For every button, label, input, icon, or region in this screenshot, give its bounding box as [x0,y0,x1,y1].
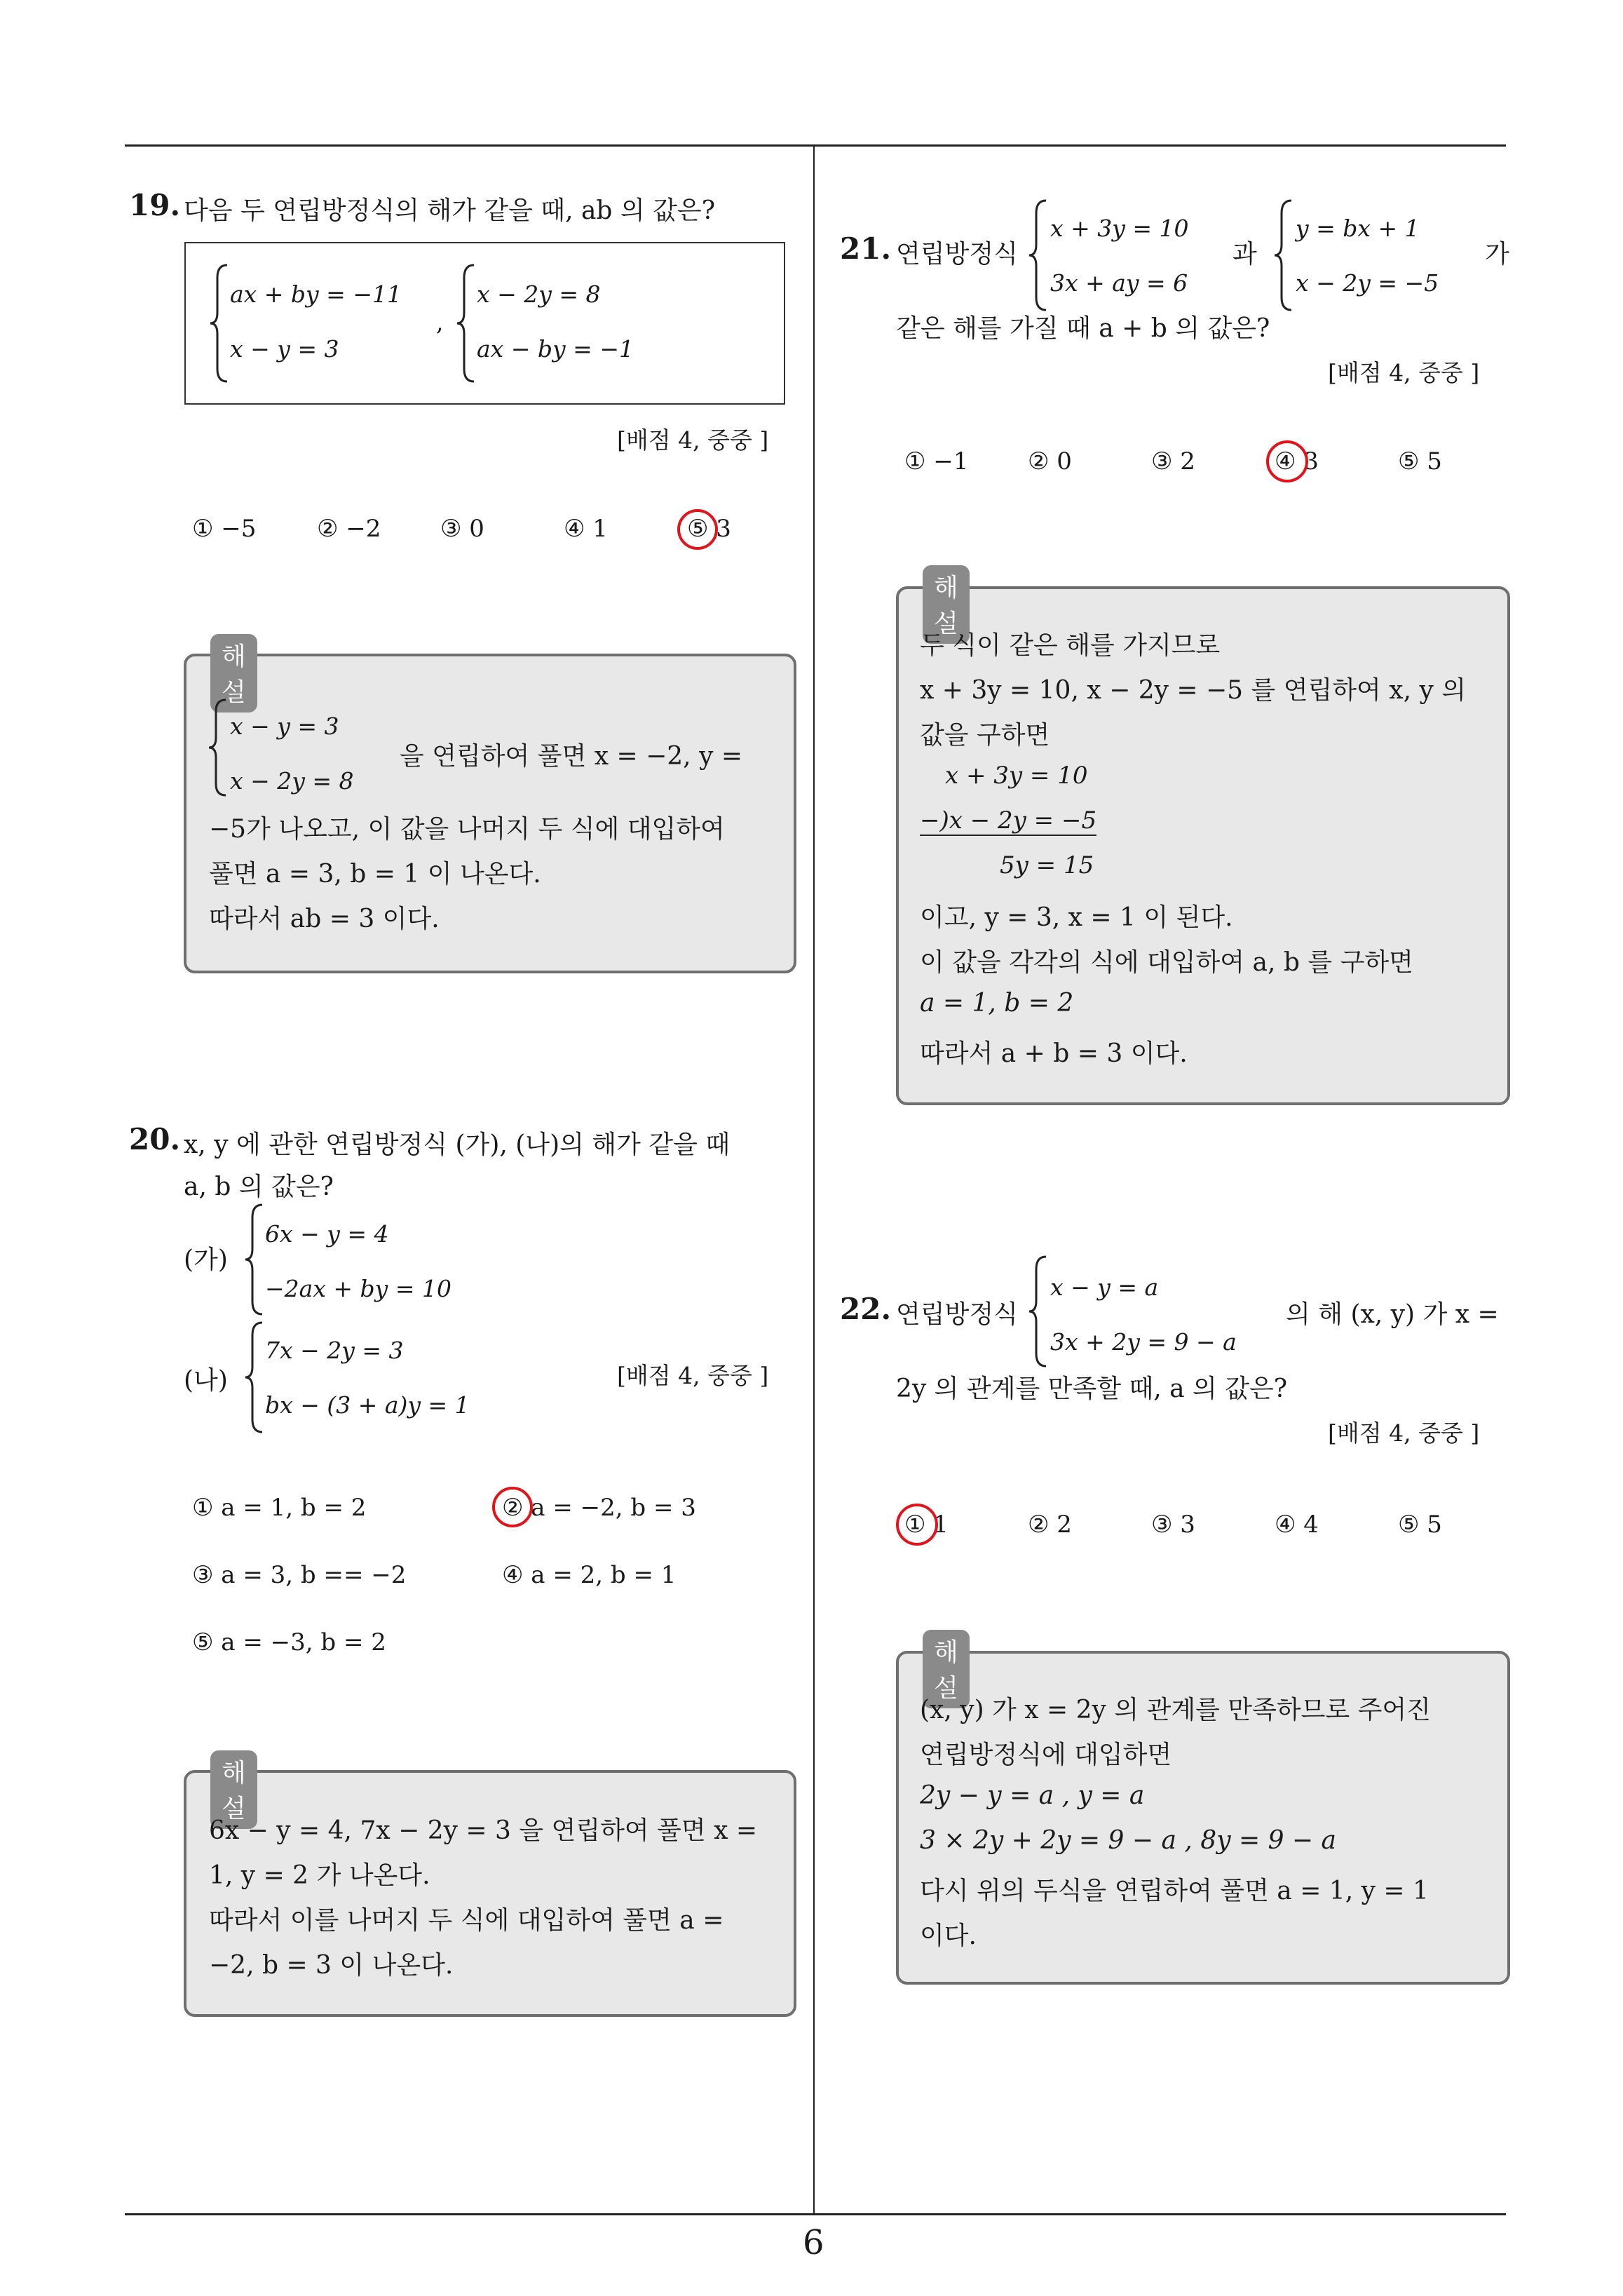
choice-1[interactable]: ① −5 [192,515,257,543]
question-text: x, y 에 관한 연립방정식 (가), (나)의 해가 같을 때 [184,1130,731,1159]
solution-line: 따라서 ab = 3 이다. [209,905,440,933]
sys2-eq2: ax − by = −1 [477,335,634,363]
solution-line: 이다. [920,1922,977,1950]
left-brace-icon [244,1203,265,1316]
solution-line: 2y − y = a , y = a [920,1781,1145,1810]
solution-line: x + 3y = 10 [945,762,1088,790]
choice-3[interactable]: ③ 2 [1151,447,1195,475]
left-brace-icon [208,698,229,797]
question-text-cont: a, b 의 값은? [184,1173,334,1201]
label-na: (나) [184,1366,228,1395]
score-meta: [배점 4, 중중 ] [1328,1419,1480,1447]
question-text-cont: 같은 해를 가질 때 a + b 의 값은? [896,314,1270,343]
solution-line [920,806,1096,836]
column-divider [813,144,815,2213]
choice-2[interactable]: ② −2 [317,515,381,543]
sys1-eq1: x + 3y = 10 [1050,215,1189,242]
question-text: 연립방정식 [896,240,1018,269]
solution-tag: 해설 [923,1630,970,1708]
score-meta: [배점 4, 중중 ] [1328,359,1480,386]
sys2-eq2: x − 2y = −5 [1296,269,1439,297]
answer-circle-mark [677,509,718,550]
sys2-eq1: x − 2y = 8 [477,281,601,308]
choice-2[interactable]: ② 2 [1028,1511,1072,1539]
left-brace-icon [456,264,477,383]
top-rule [125,144,1506,147]
equation-box [184,242,785,405]
sys-eq1: x − y = a [1050,1274,1159,1301]
choice-5[interactable]: ⑤ 5 [1398,447,1442,475]
solution-line: 6x − y = 4, 7x − 2y = 3 을 연립하여 풀면 x = [209,1816,758,1845]
sys-eq2: 3x + 2y = 9 − a [1050,1328,1237,1356]
question-text-ga: 가 [1485,240,1509,269]
question-text-cont2: 2y 의 관계를 만족할 때, a 의 값은? [896,1375,1288,1403]
choice-2[interactable]: ② a = −2, b = 3 [502,1494,696,1522]
choice-4[interactable]: ④ 4 [1275,1511,1319,1539]
ga-eq2: −2ax + by = 10 [265,1275,451,1302]
choice-1[interactable]: ① −1 [904,447,969,475]
question-number: 19. [129,188,181,222]
left-brace-icon [1028,1255,1049,1368]
solution-line: 이고, y = 3, x = 1 이 된다. [920,903,1233,932]
question-number: 20. [129,1122,181,1156]
left-brace-icon [209,264,230,383]
na-eq2: bx − (3 + a)y = 1 [265,1391,470,1419]
choice-1[interactable]: ① a = 1, b = 2 [192,1494,367,1522]
solution-line: 을 연립하여 풀면 x = −2, y = [400,742,743,771]
choice-5[interactable]: ⑤ a = −3, b = 2 [192,1628,386,1656]
sys2-eq1: y = bx + 1 [1296,215,1420,242]
solution-line: 두 식이 같은 해를 가지므로 [920,631,1221,660]
choice-1[interactable]: ① 1 [904,1511,949,1539]
solution-line: 이 값을 각각의 식에 대입하여 a, b 를 구하면 [920,948,1413,977]
solution-tag: 해설 [210,634,257,713]
choice-3[interactable]: ③ 0 [440,515,484,543]
choice-4[interactable]: ④ 3 [1275,447,1319,475]
question-text: 다음 두 연립방정식의 해가 같을 때, ab 의 값은? [184,196,715,225]
solution-line: 풀면 a = 3, b = 1 이 나온다. [209,860,541,889]
question-text-cont: 의 해 (x, y) 가 x = [1286,1300,1499,1329]
answer-circle-mark [492,1487,533,1527]
question-number: 21. [840,231,892,266]
solution-line: 3 × 2y + 2y = 9 − a , 8y = 9 − a [920,1826,1336,1855]
page-number: 6 [803,2223,824,2262]
solution-line: 따라서 a + b = 3 이다. [920,1039,1188,1068]
solution-tag: 해설 [210,1750,257,1829]
choice-4[interactable]: ④ a = 2, b = 1 [502,1561,677,1589]
solution-line: 다시 위의 두식을 연립하여 풀면 a = 1, y = 1 [920,1877,1429,1905]
question-text-and: 과 [1232,240,1257,269]
answer-circle-mark [896,1504,938,1546]
subtraction-line: −)x − 2y = −5 [920,806,1097,835]
choice-4[interactable]: ④ 1 [564,515,608,543]
solution-line: −2, b = 3 이 나온다. [209,1951,454,1980]
solution-sys-eq2: x − 2y = 8 [230,767,354,795]
choice-2[interactable]: ② 0 [1028,447,1072,475]
solution-line: a = 1, b = 2 [920,989,1074,1018]
answer-circle-mark [1266,440,1308,482]
solution-line: 1, y = 2 가 나온다. [209,1861,430,1890]
label-ga: (가) [184,1245,228,1274]
sys1-eq2: x − y = 3 [230,335,339,363]
choice-5[interactable]: ⑤ 3 [687,515,731,543]
choice-3[interactable]: ③ a = 3, b == −2 [192,1561,407,1589]
solution-line: −5가 나오고, 이 값을 나머지 두 식에 대입하여 [209,815,725,844]
solution-line: 연립방정식에 대입하면 [920,1741,1172,1769]
left-brace-icon [1273,199,1294,311]
comma: , [436,309,444,336]
solution-tag: 해설 [923,565,970,644]
sys1-eq1: ax + by = −11 [230,281,402,308]
question-text: 연립방정식 [896,1300,1018,1329]
na-eq1: 7x − 2y = 3 [265,1337,404,1364]
solution-box [896,586,1510,1105]
ga-eq1: 6x − y = 4 [265,1220,389,1248]
left-brace-icon [244,1321,265,1433]
solution-line: 5y = 15 [1000,851,1094,879]
question-number: 22. [840,1292,892,1326]
score-meta: [배점 4, 중중 ] [617,1362,769,1389]
solution-line: 따라서 이를 나머지 두 식에 대입하여 풀면 a = [209,1906,724,1935]
choice-5[interactable]: ⑤ 5 [1398,1511,1442,1539]
solution-sys-eq1: x − y = 3 [230,713,339,740]
score-meta: [배점 4, 중중 ] [617,426,769,454]
choice-3[interactable]: ③ 3 [1151,1511,1195,1539]
left-brace-icon [1028,199,1049,311]
solution-line: (x, y) 가 x = 2y 의 관계를 만족하므로 주어진 [920,1696,1431,1724]
bottom-rule [125,2213,1506,2215]
solution-line: 값을 구하면 [920,721,1050,750]
sys1-eq2: 3x + ay = 6 [1050,269,1188,297]
solution-line: x + 3y = 10, x − 2y = −5 를 연립하여 x, y 의 [920,676,1467,705]
